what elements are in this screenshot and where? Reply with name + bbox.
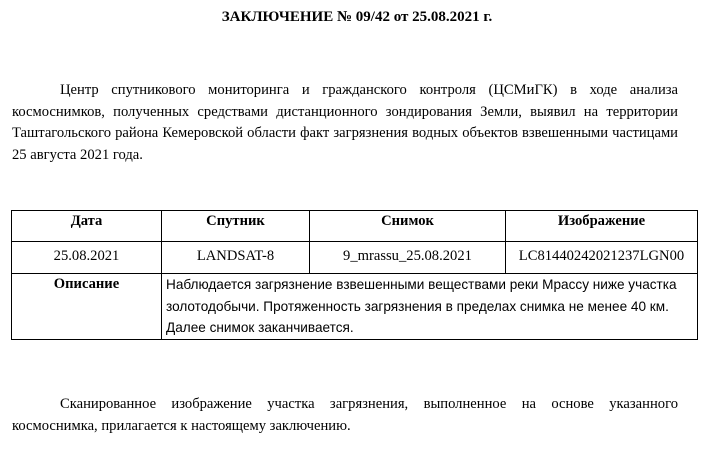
intro-paragraph-text: Центр спутникового мониторинга и гражданского контроля (ЦСМиГК) в ходе анализа космоснимков, полученных средствами дистанционного зондирования Земли, выявил на территории Таштагольского района Кемеровской области факт загрязнения водных объектов взвешенными частицами 25 августа 2021 года. xyxy=(12,82,678,163)
header-snapshot: Снимок xyxy=(310,211,506,242)
header-date: Дата xyxy=(12,211,162,242)
table-header-row xyxy=(12,211,698,242)
intro-paragraph xyxy=(12,80,678,166)
header-satellite: Спутник xyxy=(162,211,310,242)
closing-paragraph-text: Сканированное изображение участка загрязнения, выполненное на основе указанного космоснимка, прилагается к настоящему заключению. xyxy=(12,396,678,434)
cell-date: 25.08.2021 xyxy=(12,242,162,274)
description-label: Описание xyxy=(12,274,162,340)
cell-satellite: LANDSAT-8 xyxy=(162,242,310,274)
cell-image-id: LC81440242021237LGN00 xyxy=(506,242,698,274)
header-image: Изображение xyxy=(506,211,698,242)
description-text: Наблюдается загрязнение взвешенными веществами реки Мрассу ниже участка золотодобычи. Протяженность загрязнения в пределах снимка не менее 40 км. Далее снимок заканчивается. xyxy=(162,274,698,340)
table-row xyxy=(12,242,698,274)
cell-snapshot: 9_mrassu_25.08.2021 xyxy=(310,242,506,274)
closing-paragraph xyxy=(12,394,678,437)
document-title: ЗАКЛЮЧЕНИЕ № 09/42 от 25.08.2021 г. xyxy=(221,9,493,25)
description-row xyxy=(12,274,698,340)
observation-table xyxy=(11,210,698,340)
